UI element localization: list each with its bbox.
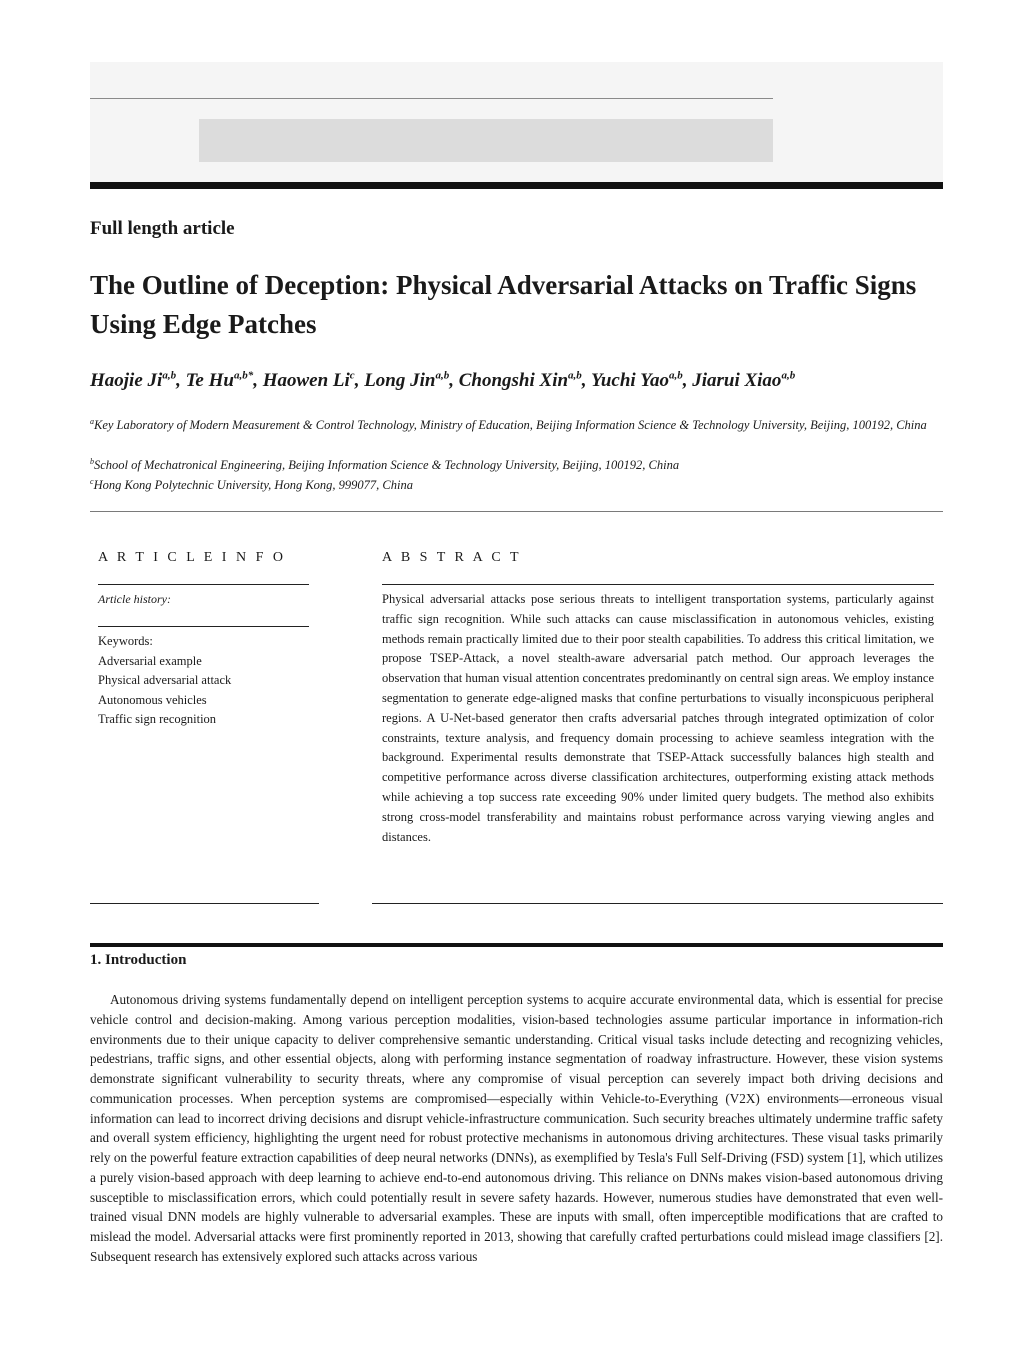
abstract-bottom-rule	[372, 903, 943, 904]
section-thick-rule	[90, 943, 943, 947]
article-history-label: Article history:	[98, 592, 171, 606]
article-type: Full length article	[90, 218, 235, 239]
keyword: Adversarial example	[98, 653, 202, 668]
article-info-heading: A R T I C L E I N F O	[98, 550, 286, 565]
history-rule	[98, 626, 309, 627]
author: Chongshi Xin$^{a,b}$,	[458, 370, 591, 392]
journal-header-placeholder	[199, 119, 773, 162]
introduction-heading: 1. Introduction	[90, 952, 187, 968]
author: Jiarui Xiao$^{a,b}$	[692, 370, 796, 392]
keywords-label: Keywords:	[98, 634, 153, 648]
affiliation-b: $^b$School of Mechatronical Engineering, Beijing Information Science & Technology University, Beijing, 100192, China	[90, 457, 680, 473]
keywords-block	[98, 632, 231, 730]
keyword: Traffic sign recognition	[98, 712, 217, 726]
abstract-rule	[382, 584, 934, 585]
abstract-heading: A B S T R A C T	[382, 550, 522, 565]
abstract-text: Physical adversarial attacks pose serious threats to intelligent transportation systems, particularly against traffic sign recognition. While such attacks can cause misclassification in autonomous vehicles, existing methods remain practically limited due to their poor stealth capabilities. To address this critical limitation, we propose TSEP-Attack, a novel stealth-aware adversarial patch method. Our approach leverages the observation that human visual attention concentrates predominantly on central sign areas. We employ instance segmentation to generate edge-aligned masks that confine perturbations to visually inconspicuous peripheral regions. A U-Net-based generator then crafts adversarial patches through integrated optimization of color constraints, texture analysis, and frequency domain processing to achieve seamless integration with the background. Experimental results demonstrate that TSEP-Attack successfully balances high stealth and competitive performance across diverse classification architectures, outperforming existing attack methods while achieving a top success rate exceeding 90% under limited query budgets. The method also exhibits strong cross-model transferability and maintains robust performance across varying viewing angles and distances.	[382, 592, 934, 844]
article-info-bottom-rule	[90, 903, 319, 904]
header-thick-rule	[90, 182, 943, 189]
keyword: Autonomous vehicles	[98, 692, 207, 707]
author-list	[90, 370, 950, 392]
header-divider	[90, 98, 773, 99]
affiliation-a: $^a$Key Laboratory of Modern Measurement & Control Technology, Ministry of Education, Beijing Information Science & Technology University, Beijing, 100192, China	[90, 417, 927, 433]
affiliation-c: $^c$Hong Kong Polytechnic University, Hong Kong, 999077, China	[90, 477, 413, 493]
affiliations-divider	[90, 511, 943, 512]
keyword: Physical adversarial attack	[98, 673, 232, 687]
author: Yuchi Yao$^{a,b}$,	[590, 370, 693, 392]
article-info-rule	[98, 584, 309, 585]
paper-title: The Outline of Deception: Physical Adversarial Attacks on Traffic Signs Using Edge Patches	[90, 270, 917, 339]
introduction-paragraph: Autonomous driving systems fundamentally depend on intelligent perception systems to acquire accurate environmental data, which is essential for precise vehicle control and decision-making. Among various perception modalities, vision-based technologies assume particular importance in information-rich environments due to their unique capacity to deliver comprehensive semantic understanding. Critical visual tasks include detecting and recognizing vehicles, pedestrians, traffic signs, and other essential objects, along with performing instance segmentation of roadway infrastructure. However, these vision systems demonstrate significant vulnerability to security threats, where any compromise of visual perception can severely impact both driving decisions and communication processes. When perception systems are compromised—especially within Vehicle-to-Everything (V2X) environments—erroneous visual information can lead to incorrect driving decisions and disrupt vehicle-infrastructure communication. Such security breaches ultimately undermine traffic safety and overall system efficiency, highlighting the urgent need for robust protective mechanisms in autonomous driving architectures. These visual tasks primarily rely on the powerful feature extraction capabilities of deep neural networks (DNNs), as exemplified by Tesla's Full Self-Driving (FSD) system [1], which utilizes a purely vision-based approach with deep learning to achieve end-to-end autonomous driving. This reliance on DNNs makes vision-based autonomous driving susceptible to misclassification errors, which could potentially result in severe safety hazards. However, numerous studies have demonstrated that even well-trained visual DNN models are highly vulnerable to adversarial examples. These are inputs with small, often imperceptible modifications that are crafted to mislead the model. Adversarial attacks were first prominently reported in 2013, showing that carefully crafted perturbations could mislead image classifiers [2]. Subsequent research has extensively explored such attacks across various	[90, 992, 943, 1264]
author: Te $Hu^{a,b*}$,	[185, 370, 263, 392]
author: Haojie Ji$^{a,b}$,	[90, 370, 186, 392]
author: Haowen Li$^c$,	[262, 370, 365, 392]
author: Long Jin$^{a,b}$,	[364, 370, 459, 392]
